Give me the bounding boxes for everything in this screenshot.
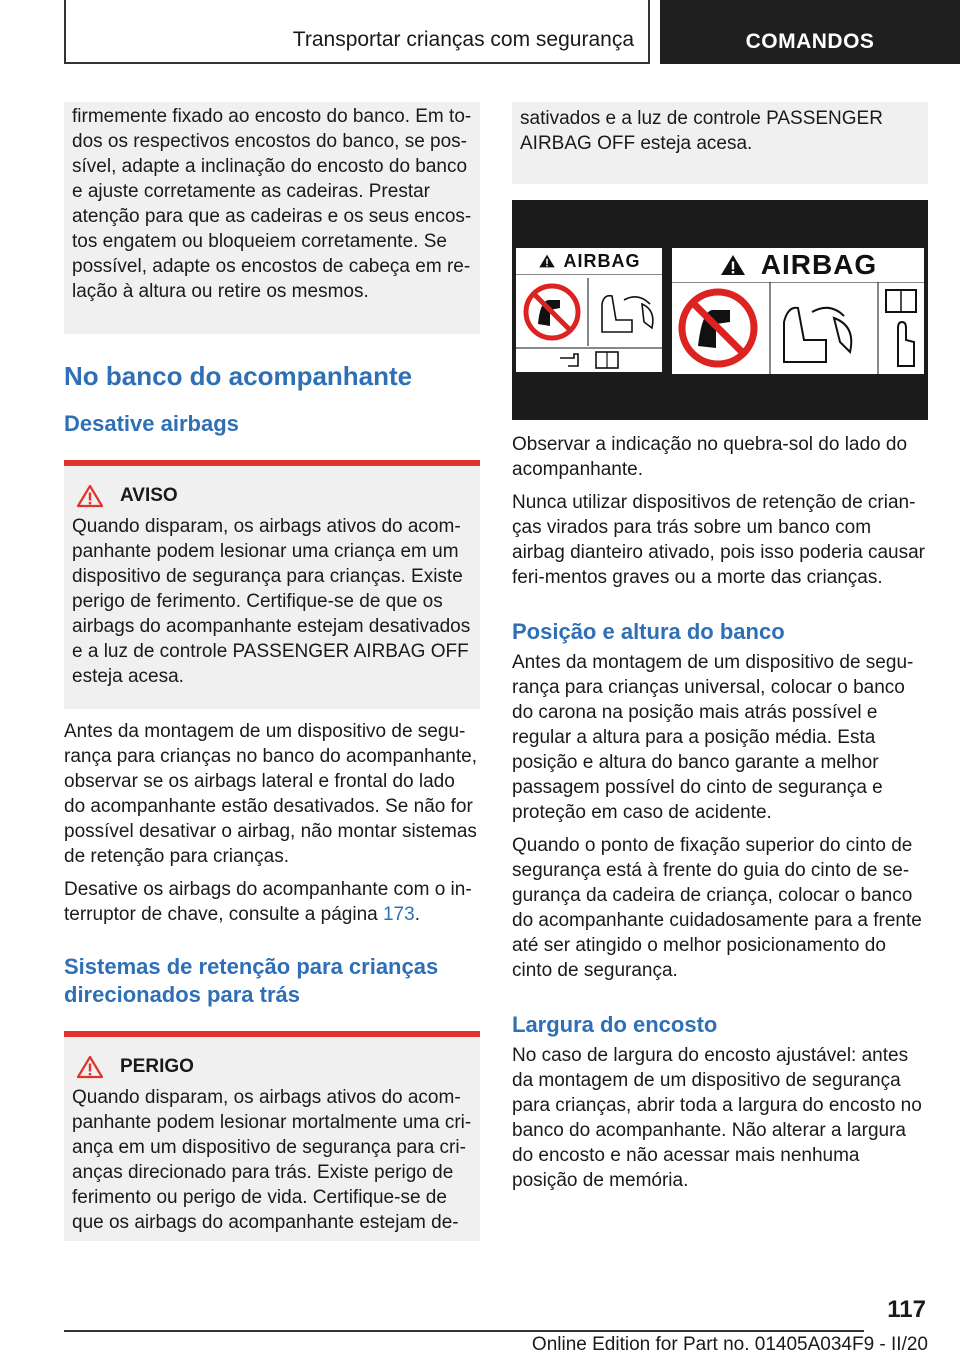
chapter-tab [64, 0, 650, 64]
airbag-label-small: AIRBAG [516, 248, 662, 372]
warning-box-perigo [64, 1031, 480, 1241]
paragraph-backrest-width: No caso de largura do encosto ajustável: antes da montagem de um dispositivo de segurança para crianças, abrir toda a largura do encosto no banco do acompanhante. Não alterar a largura do encosto e não acessar mais nenhuma posição de memória. [512, 1045, 922, 1191]
warning-triangle-icon [76, 1055, 104, 1079]
left-column [64, 102, 480, 1241]
child-seat-prohibited-icon [516, 274, 662, 372]
warning-triangle-icon [76, 484, 104, 508]
paragraph-sun-visor: Observar a indicação no quebra-sol do lado do acompanhante. [512, 434, 908, 480]
heading-deactivate-airbags: Desative airbags [64, 411, 239, 436]
warning-text: Quando disparam, os airbags ativos do acom-panhante podem lesionar uma criança em um dispositivo de segurança para crianças. Existe perigo de ferimento. Certifique-se de que os airbags do acompanhante estejam desativados e a luz de controle PASSENGER AIRBAG OFF esteja acesa. [72, 516, 471, 687]
paragraph-never-use: Nunca utilizar dispositivos de retenção de crian-ças virados para trás sobre um banco com airbag dianteiro ativado, pois isso poderia causar feri-mentos graves ou a morte das crianças. [512, 492, 925, 588]
warning-box-aviso [64, 460, 480, 709]
footer-edition: Online Edition for Part no. 01405A034F9 - II/20 [531, 1334, 928, 1355]
danger-text: Quando disparam, os airbags ativos do acom-panhante podem lesionar mortalmente uma cri-ança em um dispositivo de segurança para cri-anças direcionado para trás. Existe perigo de ferimento ou perigo de vida. Certifique-se de que os airbags do acompanhante estejam de- [72, 1087, 472, 1233]
paragraph-before-mounting: Antes da montagem de um dispositivo de segu-rança para crianças no banco do acompanhante, observar se os airbags lateral e frontal do lado do acompanhante estão desativados. Se não for possível desativar o airbag, não montar sistemas de retenção para crianças. [64, 721, 477, 867]
heading-backrest-width: Largura do encosto [512, 1012, 718, 1037]
heading-seat-position: Posição e altura do banco [512, 619, 785, 644]
section-title: COMANDOS [745, 30, 875, 53]
footer-divider [64, 1330, 864, 1332]
child-seat-prohibited-icon [672, 282, 924, 374]
warning-triangle-icon [719, 253, 747, 277]
page-reference-link[interactable]: 173 [382, 904, 415, 925]
chapter-title: Transportar crianças com segurança [292, 28, 634, 51]
continued-note-text: firmemente fixado ao encosto do banco. Em to-dos os respectivos encostos do banco, se pos-sível, adapte a inclinação do encosto do banco e ajuste corretamente as cadeiras. Prestar atenção para que as cadeiras e os seus encos-tos engatem ou bloqueiem corretamente. Se possível, adapte os encostos de cabeça em re-lação à altura ou retire os mesmos. [72, 106, 472, 302]
paragraph-key-switch: Desative os airbags do acompanhante com o in-terruptor de chave, consulte a página 173. [64, 879, 472, 925]
warning-title: AVISO [120, 485, 178, 506]
airbag-warning-label-figure [512, 200, 928, 420]
airbag-label-large: AIRBAG [672, 248, 924, 374]
continued-danger-box [512, 102, 928, 184]
paragraph-seat-position: Antes da montagem de um dispositivo de segu-rança para crianças universal, colocar o banco do carona na posição mais atrás possível e regular a altura para a posição média. Esta posição e altura do banco garante a melhor passagem possível do cinto de segurança e proteção em caso de acidente. [512, 652, 914, 823]
right-column [512, 102, 928, 1201]
danger-title: PERIGO [120, 1056, 194, 1077]
section-tab [660, 0, 960, 64]
page-header [64, 0, 960, 66]
continued-note-box [64, 102, 480, 334]
heading-rear-facing-seats: Sistemas de retenção para crianças direcionados para trás [64, 954, 439, 1007]
warning-triangle-icon [538, 253, 556, 269]
page-number: 117 [887, 1296, 926, 1323]
continued-danger-text: sativados e a luz de controle PASSENGER AIRBAG OFF esteja acesa. [520, 108, 883, 154]
heading-passenger-seat: No banco do acompanhante [64, 361, 413, 391]
paragraph-belt-anchor: Quando o ponto de fixação superior do cinto de segurança está à frente do guia do cinto de se-gurança da cadeira de criança, colocar o banco do acompanhante cuidadosamente para a frente até ser atingido o melhor posicionamento do cinto de segurança. [512, 835, 922, 981]
